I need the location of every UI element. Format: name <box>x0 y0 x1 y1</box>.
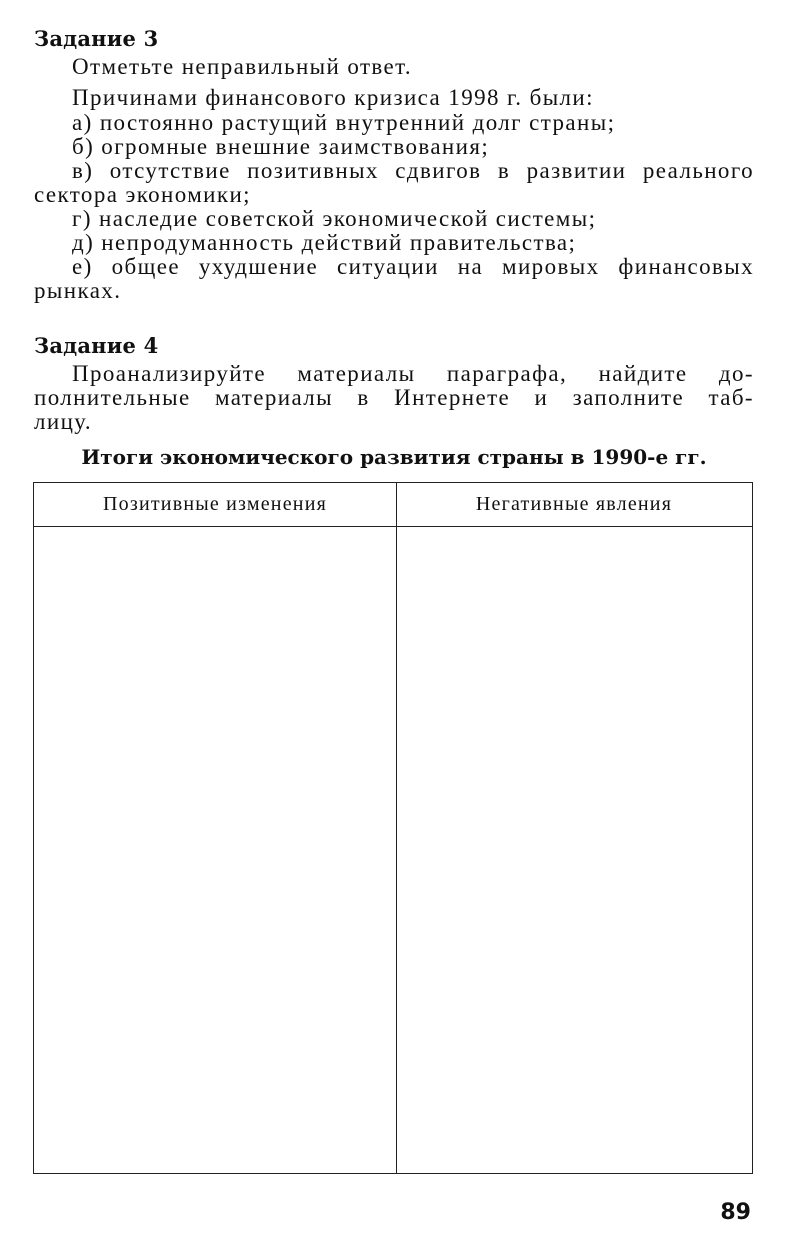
results-table <box>33 482 753 1174</box>
task4-heading: Задание 4 <box>34 333 159 358</box>
task3-option-b: б) огромные внешние заимствования; <box>72 134 490 159</box>
task4-text-line2: полнительные материалы в Интернете и заполните таб- <box>34 385 754 410</box>
task3-option-c-line1: в) отсутствие позитивных сдвигов в развитии реального <box>72 158 754 183</box>
task3-option-d: г) наследие советской экономической системы; <box>72 206 597 231</box>
table-cell-positive[interactable] <box>34 527 396 1173</box>
task3-question: Причинами финансового кризиса 1998 г. были: <box>72 85 594 110</box>
table-column-divider <box>396 483 397 1173</box>
task3-option-f-line2: рынках. <box>34 278 122 303</box>
task3-option-f-line1: е) общее ухудшение ситуации на мировых финансовых <box>72 254 754 279</box>
page-number: 89 <box>720 1200 751 1225</box>
task4-text-line1: Проанализируйте материалы параграфа, найдите до- <box>72 361 754 386</box>
task3-option-a: а) постоянно растущий внутренний долг страны; <box>72 110 616 135</box>
task3-option-e: д) непродуманность действий правительства; <box>72 230 577 255</box>
task3-heading: Задание 3 <box>34 26 159 51</box>
task4-text-line3: лицу. <box>34 409 93 434</box>
table-cell-negative[interactable] <box>398 527 752 1173</box>
table-header-positive: Позитивные изменения <box>103 493 327 515</box>
table-header-negative: Негативные явления <box>475 493 673 515</box>
task3-instruction: Отметьте неправильный ответ. <box>72 54 413 79</box>
table-header-row <box>34 483 752 527</box>
task3-option-c-line2: сектора экономики; <box>34 182 251 207</box>
table-title: Итоги экономического развития страны в 1990-е гг. <box>81 445 707 469</box>
